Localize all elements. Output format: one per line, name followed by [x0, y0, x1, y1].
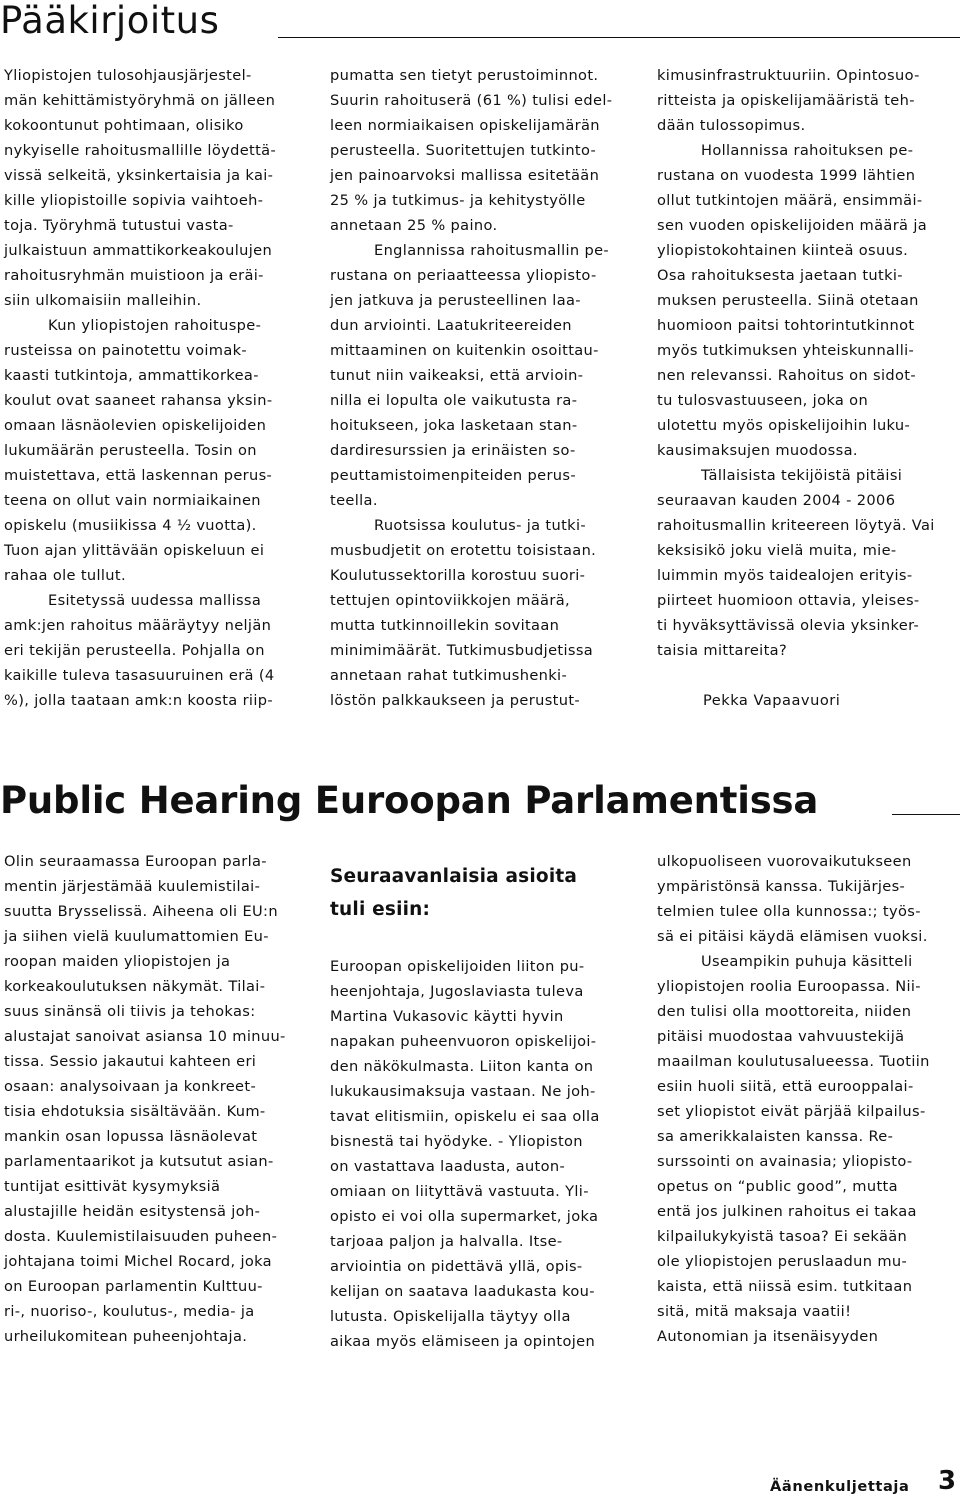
text-line: set yliopistot eivät pärjää kilpailus-	[657, 1103, 926, 1120]
text-line: sitä, mitä maksaja vaatii!	[657, 1303, 852, 1320]
text-line: entä jos julkinen rahoitus ei takaa	[657, 1203, 917, 1220]
article-heading: Public Hearing Euroopan Parlamentissa	[0, 779, 819, 822]
text-line: omiaan on liityttävä vastuuta. Yli-	[330, 1183, 589, 1200]
text-line: kaasti tutkintoja, ammattikorkea-	[4, 367, 259, 384]
text-line: Hollannissa rahoituksen pe-	[701, 142, 914, 159]
text-line: annetaan 25 % paino.	[330, 217, 498, 234]
text-line: Olin seuraamassa Euroopan parla-	[4, 853, 267, 870]
text-line: bisnestä tai hyödyke. - Yliopiston	[330, 1133, 583, 1150]
text-line: korkeakoulutuksen näkymät. Tilai-	[4, 978, 266, 995]
text-line: kilpailukykyistä tasoa? Ei sekään	[657, 1228, 908, 1245]
text-line: ulotettu myös opiskelijoihin luku-	[657, 417, 911, 434]
text-line: alustajille heidän esitystensä joh-	[4, 1203, 261, 1220]
text-line: alustajat sanoivat asiansa 10 minuu-	[4, 1028, 286, 1045]
text-line: ulkopuoliseen vuorovaikutukseen	[657, 853, 912, 870]
text-line: män kehittämistyöryhmä on jälleen	[4, 92, 276, 109]
editorial-heading: Pääkirjoitus	[0, 0, 220, 42]
text-line: Kun yliopistojen rahoituspe-	[48, 317, 262, 334]
text-line: minimimäärät. Tutkimusbudjetissa	[330, 642, 594, 659]
text-line: tavat elitismiin, opiskelu ei saa olla	[330, 1108, 600, 1125]
text-line: perusteella. Suoritettujen tutkinto-	[330, 142, 597, 159]
text-line: napakan puheenvuoron opiskelijoi-	[330, 1033, 597, 1050]
text-line: Esitetyssä uudessa mallissa	[48, 592, 262, 609]
text-line: ti hyväksyttävissä olevia yksinker-	[657, 617, 920, 634]
text-line: osaan: analysoivaan ja konkreet-	[4, 1078, 257, 1095]
text-line: eri tekijän perusteella. Pohjalla on	[4, 642, 265, 659]
text-line: Euroopan opiskelijoiden liiton pu-	[330, 958, 585, 975]
text-line: Ruotsissa koulutus- ja tutki-	[374, 517, 586, 534]
text-line: lukumäärän perusteella. Tosin on	[4, 442, 257, 459]
text-line: tettujen opintoviikkojen määrä,	[330, 592, 570, 609]
text-line: Koulutussektorilla korostuu suori-	[330, 567, 586, 584]
text-line: nykyiselle rahoitusmallille löydettä-	[4, 142, 277, 159]
text-line: aikaa myös elämiseen ja opintojen	[330, 1333, 596, 1350]
text-line: pitäisi muodostaa vahvuustekijä	[657, 1028, 905, 1045]
text-line: julkaistuun ammattikorkeakoulujen	[4, 242, 273, 259]
text-line: toja. Työryhmä tutustui vasta-	[4, 217, 234, 234]
text-line: tisia ehdotuksia sisältävään. Kum-	[4, 1103, 266, 1120]
text-line: nen relevanssi. Rahoitus on sidot-	[657, 367, 916, 384]
text-line: koulut ovat saaneet rahansa yksin-	[4, 392, 273, 409]
text-line: urheilukomitean puheenjohtaja.	[4, 1328, 248, 1345]
editorial-column-1	[4, 63, 304, 713]
text-line: rustana on periaatteessa yliopisto-	[330, 267, 597, 284]
editorial-column-2	[330, 63, 630, 713]
text-line: suus sinänsä oli tiivis ja tehokas:	[4, 1003, 256, 1020]
text-line: annetaan rahat tutkimushenki-	[330, 667, 568, 684]
text-line: parlamentaarikot ja kutsutut asian-	[4, 1153, 274, 1170]
text-line: myös tutkimuksen yhteiskunnalli-	[657, 342, 915, 359]
text-line: löstön palkkaukseen ja perustut-	[330, 692, 581, 709]
text-line: Useampikin puhuja käsitteli	[701, 953, 913, 970]
text-line: kaikille tuleva tasasuuruinen erä (4	[4, 667, 275, 684]
text-line: sä ei pitäisi käydä elämisen vuoksi.	[657, 928, 928, 945]
text-line: seuraavan kauden 2004 - 2006	[657, 492, 896, 509]
text-line: roopan maiden yliopistojen ja	[4, 953, 231, 970]
text-line: ja siihen vielä kuulumattomien Eu-	[4, 928, 269, 945]
text-line: taisia mittareita?	[657, 642, 788, 659]
text-line: Englannissa rahoitusmallin pe-	[374, 242, 610, 259]
text-line: heenjohtaja, Jugoslaviasta tuleva	[330, 983, 584, 1000]
text-line: opiskelu (musiikissa 4 ½ vuotta).	[4, 517, 257, 534]
text-line: dardiresurssien ja erinäisten so-	[330, 442, 576, 459]
text-line: on Euroopan parlamentin Kulttuu-	[4, 1278, 263, 1295]
text-line: mentin järjestämää kuulemistilai-	[4, 878, 261, 895]
article-column-3	[657, 849, 957, 1349]
text-line: rahoitusmallin kriteereen löytyä. Vai	[657, 517, 935, 534]
text-line: ollut tutkintojen määrä, ensimmäi-	[657, 192, 923, 209]
text-line: omaan läsnäolevien opiskelijoiden	[4, 417, 267, 434]
text-line: kokoontunut pohtimaan, olisiko	[4, 117, 244, 134]
text-line: vissä selkeitä, yksinkertaisia ja kai-	[4, 167, 274, 184]
text-line: dosta. Kuulemistilaisuuden puheen-	[4, 1228, 278, 1245]
text-line: 25 % ja tutkimus- ja kehitystyölle	[330, 192, 586, 209]
text-line: tissa. Sessio jakautui kahteen eri	[4, 1053, 257, 1070]
text-line: Autonomian ja itsenäisyyden	[657, 1328, 879, 1345]
text-line: den näkökulmasta. Liiton kanta on	[330, 1058, 594, 1075]
text-line: ole yliopistojen peruslaadun mu-	[657, 1253, 908, 1270]
text-line: siin ulkomaisiin malleihin.	[4, 292, 202, 309]
text-line: tuntijat esittivät kysymyksiä	[4, 1178, 221, 1195]
text-line: huomioon paitsi tohtorintutkinnot	[657, 317, 915, 334]
text-line: Yliopistojen tulosohjausjärjestel-	[4, 67, 252, 84]
text-line: rustana on vuodesta 1999 lähtien	[657, 167, 916, 184]
text-line: luimmin myös taidealojen erityis-	[657, 567, 913, 584]
text-line: ritteista ja opiskelijamääristä teh-	[657, 92, 915, 109]
text-line: ri-, nuoriso-, koulutus-, media- ja	[4, 1303, 255, 1320]
text-line: Osa rahoituksesta jaetaan tutki-	[657, 267, 903, 284]
text-line: pumatta sen tietyt perustoiminnot.	[330, 67, 599, 84]
text-line: dään tulossopimus.	[657, 117, 806, 134]
text-line: kelijan on saatava laadukasta kou-	[330, 1283, 595, 1300]
text-line: on vastattava laadusta, auton-	[330, 1158, 566, 1175]
text-line: surssointi on avainasia; yliopisto-	[657, 1153, 913, 1170]
text-line: rahaa ole tullut.	[4, 567, 126, 584]
text-line: arviointia on pidettävä yllä, opis-	[330, 1258, 583, 1275]
text-line: nilla ei lopulta ole vaikutusta ra-	[330, 392, 578, 409]
text-line: johtajana toimi Michel Rocard, joka	[4, 1253, 272, 1270]
text-line: muksen perusteella. Siinä otetaan	[657, 292, 919, 309]
text-line: keksisikö joku vielä muita, mie-	[657, 542, 897, 559]
text-line: %), jolla taataan amk:n koosta riip-	[4, 692, 273, 709]
text-line: jen painoarvoksi mallissa esitetään	[330, 167, 600, 184]
text-line: kimusinfrastruktuuriin. Opintosuo-	[657, 67, 920, 84]
text-line: tu tulosvastuuseen, joka on	[657, 392, 869, 409]
text-line: esiin huoli siitä, että eurooppalai-	[657, 1078, 914, 1095]
heading-rule	[892, 814, 960, 815]
text-line: mankin osan lopussa läsnäolevat	[4, 1128, 258, 1145]
text-line: rahoitusryhmän muistioon ja eräi-	[4, 267, 264, 284]
text-line: suutta Brysselissä. Aiheena oli EU:n	[4, 903, 278, 920]
text-line: peuttamistoimenpiteiden perus-	[330, 467, 576, 484]
text-line: rusteissa on painotettu voimak-	[4, 342, 248, 359]
text-line: Suurin rahoituserä (61 %) tulisi edel-	[330, 92, 613, 109]
text-line: Martina Vukasovic käytti hyvin	[330, 1008, 564, 1025]
author-signature: Pekka Vapaavuori	[703, 692, 841, 709]
text-line: piirteet huomioon ottavia, yleises-	[657, 592, 920, 609]
text-line: ympäristönsä kanssa. Tukijärjes-	[657, 878, 906, 895]
text-line: maailman koulutusalueessa. Tuotiin	[657, 1053, 930, 1070]
text-line: den tulisi olla moottoreita, niiden	[657, 1003, 912, 1020]
text-line: mutta tutkinnoillekin sovitaan	[330, 617, 560, 634]
text-line: tunut niin vaikeaksi, että arvioin-	[330, 367, 584, 384]
text-line: jen jatkuva ja perusteellinen laa-	[330, 292, 581, 309]
publication-name: Äänenkuljettaja	[770, 1478, 910, 1495]
editorial-column-3	[657, 63, 957, 663]
heading-rule	[278, 37, 960, 38]
text-line: opisto ei voi olla supermarket, joka	[330, 1208, 599, 1225]
text-line: lukukausimaksuja vastaan. Ne joh-	[330, 1083, 596, 1100]
page-number: 3	[938, 1466, 957, 1496]
text-line: kille yliopistoille sopivia vaihtoeh-	[4, 192, 264, 209]
text-line: musbudjetit on erotettu toisistaan.	[330, 542, 597, 559]
text-line: opetus on “public good”, mutta	[657, 1178, 898, 1195]
text-line: tarjoaa paljon ja halvalla. Itse-	[330, 1233, 563, 1250]
text-line: yliopistojen roolia Euroopassa. Nii-	[657, 978, 921, 995]
text-line: leen normiaikaisen opiskelijamärän	[330, 117, 600, 134]
text-line: telmien tulee olla kunnossa:; työs-	[657, 903, 921, 920]
subheading-line: Seuraavanlaisia asioita	[330, 866, 578, 887]
text-line: amk:jen rahoitus määräytyy neljän	[4, 617, 272, 634]
subheading-line: tuli esiin:	[330, 899, 431, 920]
text-line: kausimaksujen muodossa.	[657, 442, 858, 459]
text-line: sen vuoden opiskelijoiden määrä ja	[657, 217, 928, 234]
text-line: dun arviointi. Laatukriteereiden	[330, 317, 572, 334]
text-line: teella.	[330, 492, 378, 509]
text-line: yliopistokohtainen kiinteä osuus.	[657, 242, 909, 259]
text-line: mittaaminen on kuitenkin osoittau-	[330, 342, 599, 359]
article-column-2	[330, 954, 630, 1354]
text-line: Tällaisista tekijöistä pitäisi	[701, 467, 903, 484]
text-line: teena on ollut vain normiaikainen	[4, 492, 261, 509]
text-line: lutusta. Opiskelijalla täytyy olla	[330, 1308, 571, 1325]
text-line: kaista, että niissä esim. tutkitaan	[657, 1278, 913, 1295]
article-column-1	[4, 849, 304, 1349]
text-line: sa amerikkalaisten kanssa. Re-	[657, 1128, 894, 1145]
article-subheading	[330, 860, 577, 926]
text-line: hoitukseen, joka lasketaan stan-	[330, 417, 578, 434]
text-line: muistettava, että laskennan perus-	[4, 467, 273, 484]
text-line: Tuon ajan ylittävään opiskeluun ei	[4, 542, 265, 559]
